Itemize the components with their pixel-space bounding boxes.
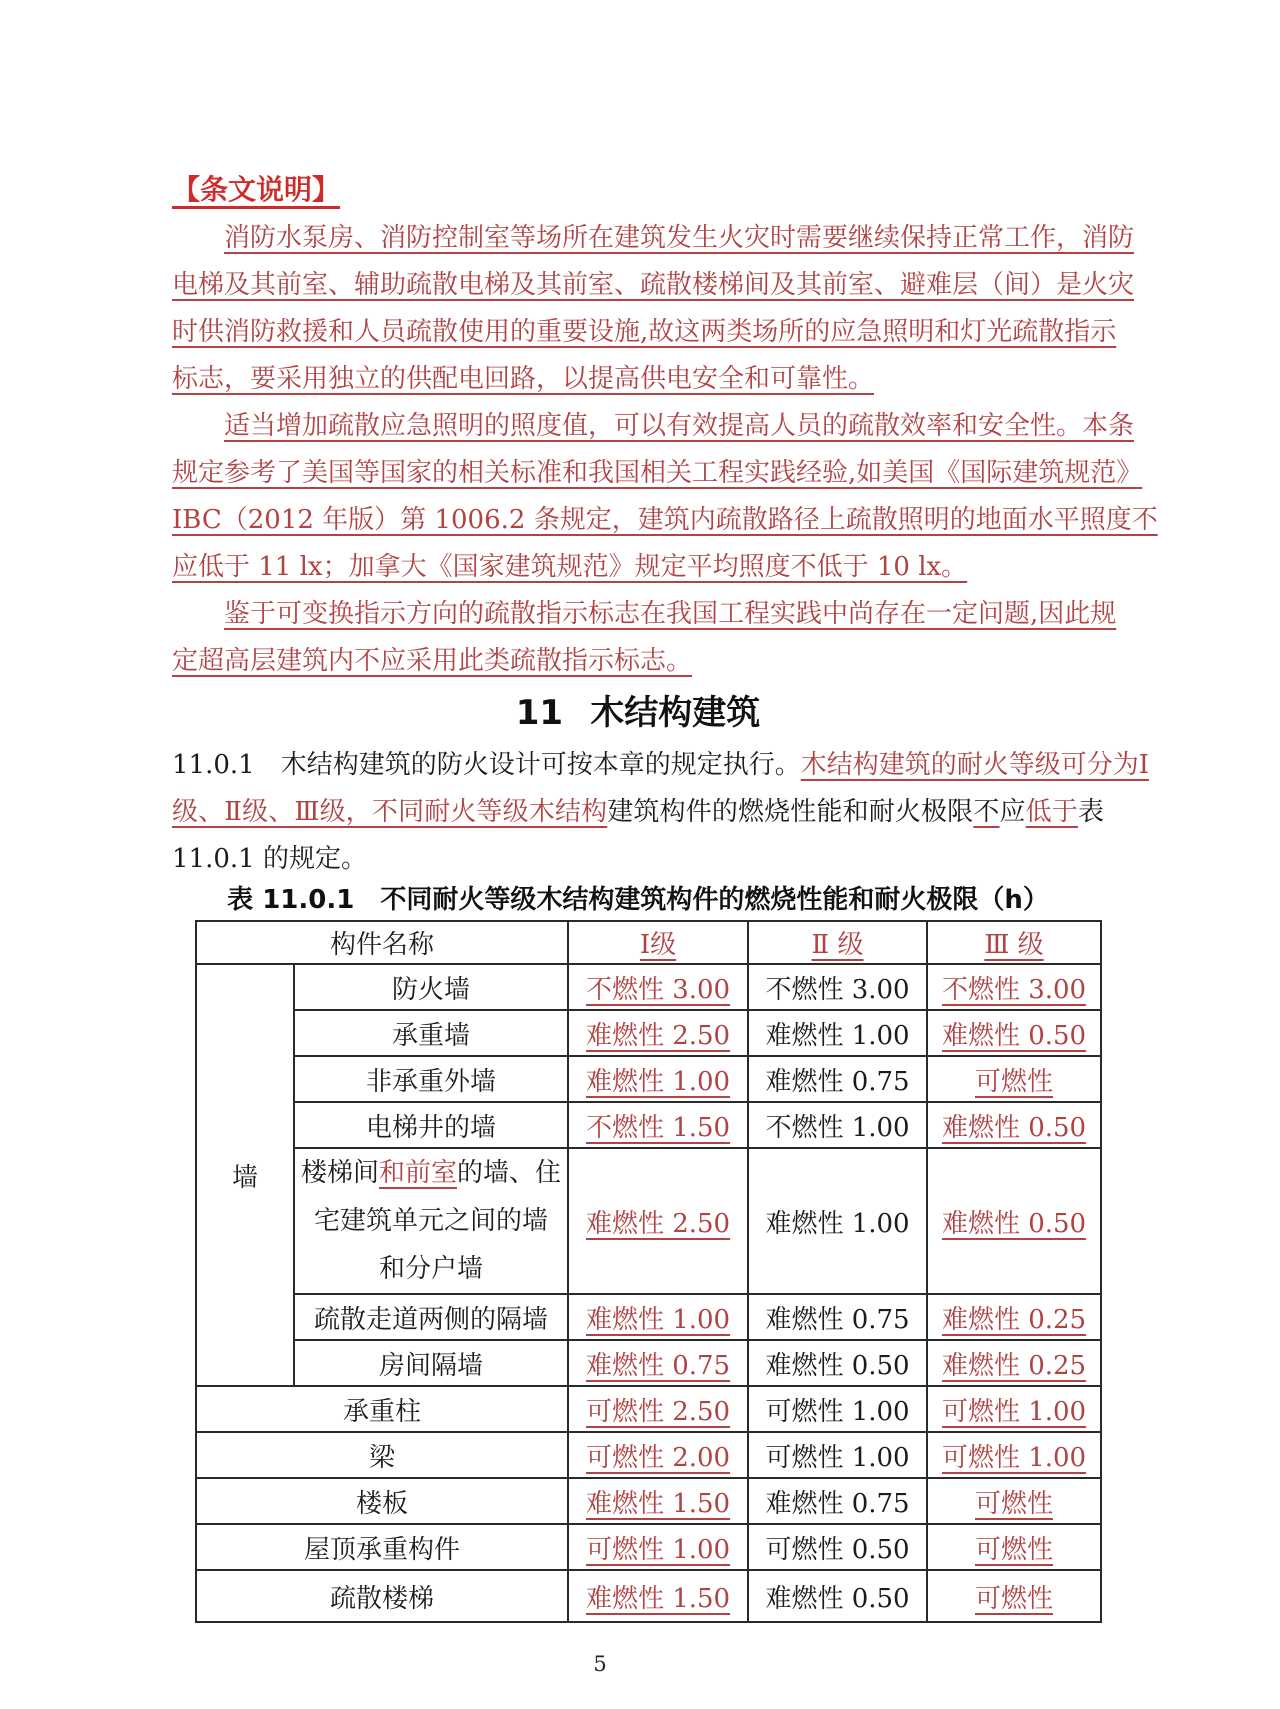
cell-v1: 不燃性 3.00 <box>568 964 748 1010</box>
cell-name: 防火墙 <box>294 964 568 1010</box>
cell-v2: 可燃性 0.50 <box>748 1524 927 1570</box>
table-row <box>196 1294 1101 1340</box>
cell-v1: 不燃性 1.50 <box>568 1102 748 1148</box>
table-row <box>196 964 1101 1010</box>
cell-v2: 可燃性 1.00 <box>748 1386 927 1432</box>
cell-v1: 难燃性 1.50 <box>568 1478 748 1524</box>
text-line <box>172 356 1104 403</box>
cell-name: 疏散走道两侧的隔墙 <box>294 1294 568 1340</box>
text-line <box>172 789 1104 836</box>
chapter-heading <box>172 685 1104 742</box>
cell-v2: 不燃性 3.00 <box>748 964 927 1010</box>
cell-v3: 可燃性 <box>927 1478 1101 1524</box>
cell-v3: 可燃性 <box>927 1570 1101 1622</box>
revision-text: 时供消防救援和人员疏散使用的重要设施,故这两类场所的应急照明和灯光疏散指示 <box>172 317 1117 347</box>
table-row <box>196 1148 1101 1294</box>
paragraph-11-0-1 <box>172 742 1149 883</box>
revision-text: 木结构建筑的耐火等级可分为I <box>800 750 1149 780</box>
table-header-row <box>196 921 1101 964</box>
cell-name: 梁 <box>196 1432 568 1478</box>
table-row <box>196 1432 1101 1478</box>
page-content <box>172 170 1158 1623</box>
cell-v3: 可燃性 <box>927 1524 1101 1570</box>
header-grade-3: Ⅲ 级 <box>927 921 1101 964</box>
cell-name: 疏散楼梯 <box>196 1570 568 1622</box>
revision-text: 标志，要采用独立的供配电回路，以提高供电安全和可靠性。 <box>172 364 875 394</box>
cell-v2: 难燃性 1.00 <box>748 1148 927 1294</box>
paragraph-2 <box>172 403 1158 591</box>
paragraph-3 <box>172 591 1117 685</box>
cell-v1: 难燃性 1.00 <box>568 1056 748 1102</box>
clause-text: 建筑构件的燃烧性能和耐火极限 <box>607 797 974 827</box>
cell-v1: 难燃性 0.75 <box>568 1340 748 1386</box>
cell-v2: 难燃性 1.00 <box>748 1010 927 1056</box>
text-line <box>172 638 1104 685</box>
cell-v3: 难燃性 0.50 <box>927 1010 1101 1056</box>
text-line <box>172 262 1135 309</box>
revision-text: 规定参考了美国等国家的相关标准和我国相关工程实践经验,如美国《国际建筑规范》 <box>172 458 1143 488</box>
group-label-wall: 墙 <box>196 964 294 1386</box>
table-row <box>196 1570 1101 1622</box>
cell-v1: 可燃性 2.50 <box>568 1386 748 1432</box>
cell-v2: 难燃性 0.75 <box>748 1294 927 1340</box>
cell-v2: 不燃性 1.00 <box>748 1102 927 1148</box>
section-label <box>172 170 1104 215</box>
cell-v1: 难燃性 2.50 <box>568 1148 748 1294</box>
chapter-title: 木结构建筑 <box>590 693 761 733</box>
underlined-text: 不 <box>973 797 1000 827</box>
table-row <box>196 1010 1101 1056</box>
revision-text: 低于 <box>1025 797 1078 827</box>
text-line <box>172 544 1104 591</box>
cell-name: 房间隔墙 <box>294 1340 568 1386</box>
cell-name: 承重墙 <box>294 1010 568 1056</box>
cell-name: 楼板 <box>196 1478 568 1524</box>
table-row <box>196 1386 1101 1432</box>
cell-name: 屋顶承重构件 <box>196 1524 568 1570</box>
clause-text: 11.0.1 木结构建筑的防火设计可按本章的规定执行。 <box>172 750 801 780</box>
text-line <box>172 591 1117 638</box>
cell-v1: 难燃性 1.50 <box>568 1570 748 1622</box>
cell-v2: 可燃性 1.00 <box>748 1432 927 1478</box>
revision-text: 适当增加疏散应急照明的照度值，可以有效提高人员的疏散效率和安全性。本条 <box>224 411 1135 441</box>
text-line <box>172 497 1158 544</box>
section-label-text: 【条文说明】 <box>172 173 341 206</box>
cell-v2: 难燃性 0.50 <box>748 1570 927 1622</box>
cell-v3: 可燃性 <box>927 1056 1101 1102</box>
clause-text: 表 <box>1077 797 1104 827</box>
text-line <box>172 742 1149 789</box>
cell-v1: 难燃性 1.00 <box>568 1294 748 1340</box>
table-row <box>196 1056 1101 1102</box>
paragraph-1 <box>172 215 1135 403</box>
revision-text: 级、Ⅱ级、Ⅲ级，不同耐火等级木结构 <box>172 797 608 827</box>
cell-name: 非承重外墙 <box>294 1056 568 1102</box>
cell-v1: 可燃性 1.00 <box>568 1524 748 1570</box>
clause-text: 11.0.1 的规定。 <box>172 844 367 874</box>
table-title: 表 11.0.1 不同耐火等级木结构建筑构件的燃烧性能和耐火极限（h） <box>227 885 1049 915</box>
cell-v2: 难燃性 0.75 <box>748 1478 927 1524</box>
cell-v3: 难燃性 0.50 <box>927 1148 1101 1294</box>
revision-text: 应低于 11 lx；加拿大《国家建筑规范》规定平均照度不低于 10 lx。 <box>172 552 968 582</box>
table-row <box>196 1102 1101 1148</box>
table-row <box>196 1478 1101 1524</box>
text-line <box>172 403 1135 450</box>
table-row <box>196 1524 1101 1570</box>
chapter-number: 11 <box>515 693 564 733</box>
cell-v1: 可燃性 2.00 <box>568 1432 748 1478</box>
revision-text: 电梯及其前室、辅助疏散电梯及其前室、疏散楼梯间及其前室、避难层（间）是火灾 <box>172 270 1135 300</box>
cell-v3: 可燃性 1.00 <box>927 1386 1101 1432</box>
revision-text: 消防水泵房、消防控制室等场所在建筑发生火灾时需要继续保持正常工作，消防 <box>224 223 1135 253</box>
table-wrapper <box>172 920 1104 1623</box>
cell-v3: 可燃性 1.00 <box>927 1432 1101 1478</box>
page-number: 5 <box>593 1652 607 1676</box>
revision-text: 定超高层建筑内不应采用此类疏散指示标志。 <box>172 646 693 676</box>
cell-v2: 难燃性 0.50 <box>748 1340 927 1386</box>
cell-v2: 难燃性 0.75 <box>748 1056 927 1102</box>
cell-name: 楼梯间和前室的墙、住 宅建筑单元之间的墙 和分户墙 <box>294 1148 568 1294</box>
table-row <box>196 1340 1101 1386</box>
text-line <box>172 215 1135 262</box>
text-line <box>172 309 1117 356</box>
revision-text: IBC（2012 年版）第 1006.2 条规定，建筑内疏散路径上疏散照明的地面水平照度不 <box>172 505 1158 535</box>
cell-name: 电梯井的墙 <box>294 1102 568 1148</box>
header-grade-2: Ⅱ 级 <box>748 921 927 964</box>
cell-v3: 不燃性 3.00 <box>927 964 1101 1010</box>
cell-v3: 难燃性 0.25 <box>927 1294 1101 1340</box>
header-grade-1: I级 <box>568 921 748 964</box>
revision-text: 鉴于可变换指示方向的疏散指示标志在我国工程实践中尚存在一定问题,因此规 <box>224 599 1117 629</box>
header-component-name: 构件名称 <box>196 921 568 964</box>
clause-text: 应 <box>999 797 1026 827</box>
cell-v1: 难燃性 2.50 <box>568 1010 748 1056</box>
cell-v3: 难燃性 0.50 <box>927 1102 1101 1148</box>
text-line <box>172 836 1104 883</box>
cell-name: 承重柱 <box>196 1386 568 1432</box>
fire-resistance-table <box>195 920 1102 1623</box>
cell-v3: 难燃性 0.25 <box>927 1340 1101 1386</box>
text-line <box>172 450 1143 497</box>
